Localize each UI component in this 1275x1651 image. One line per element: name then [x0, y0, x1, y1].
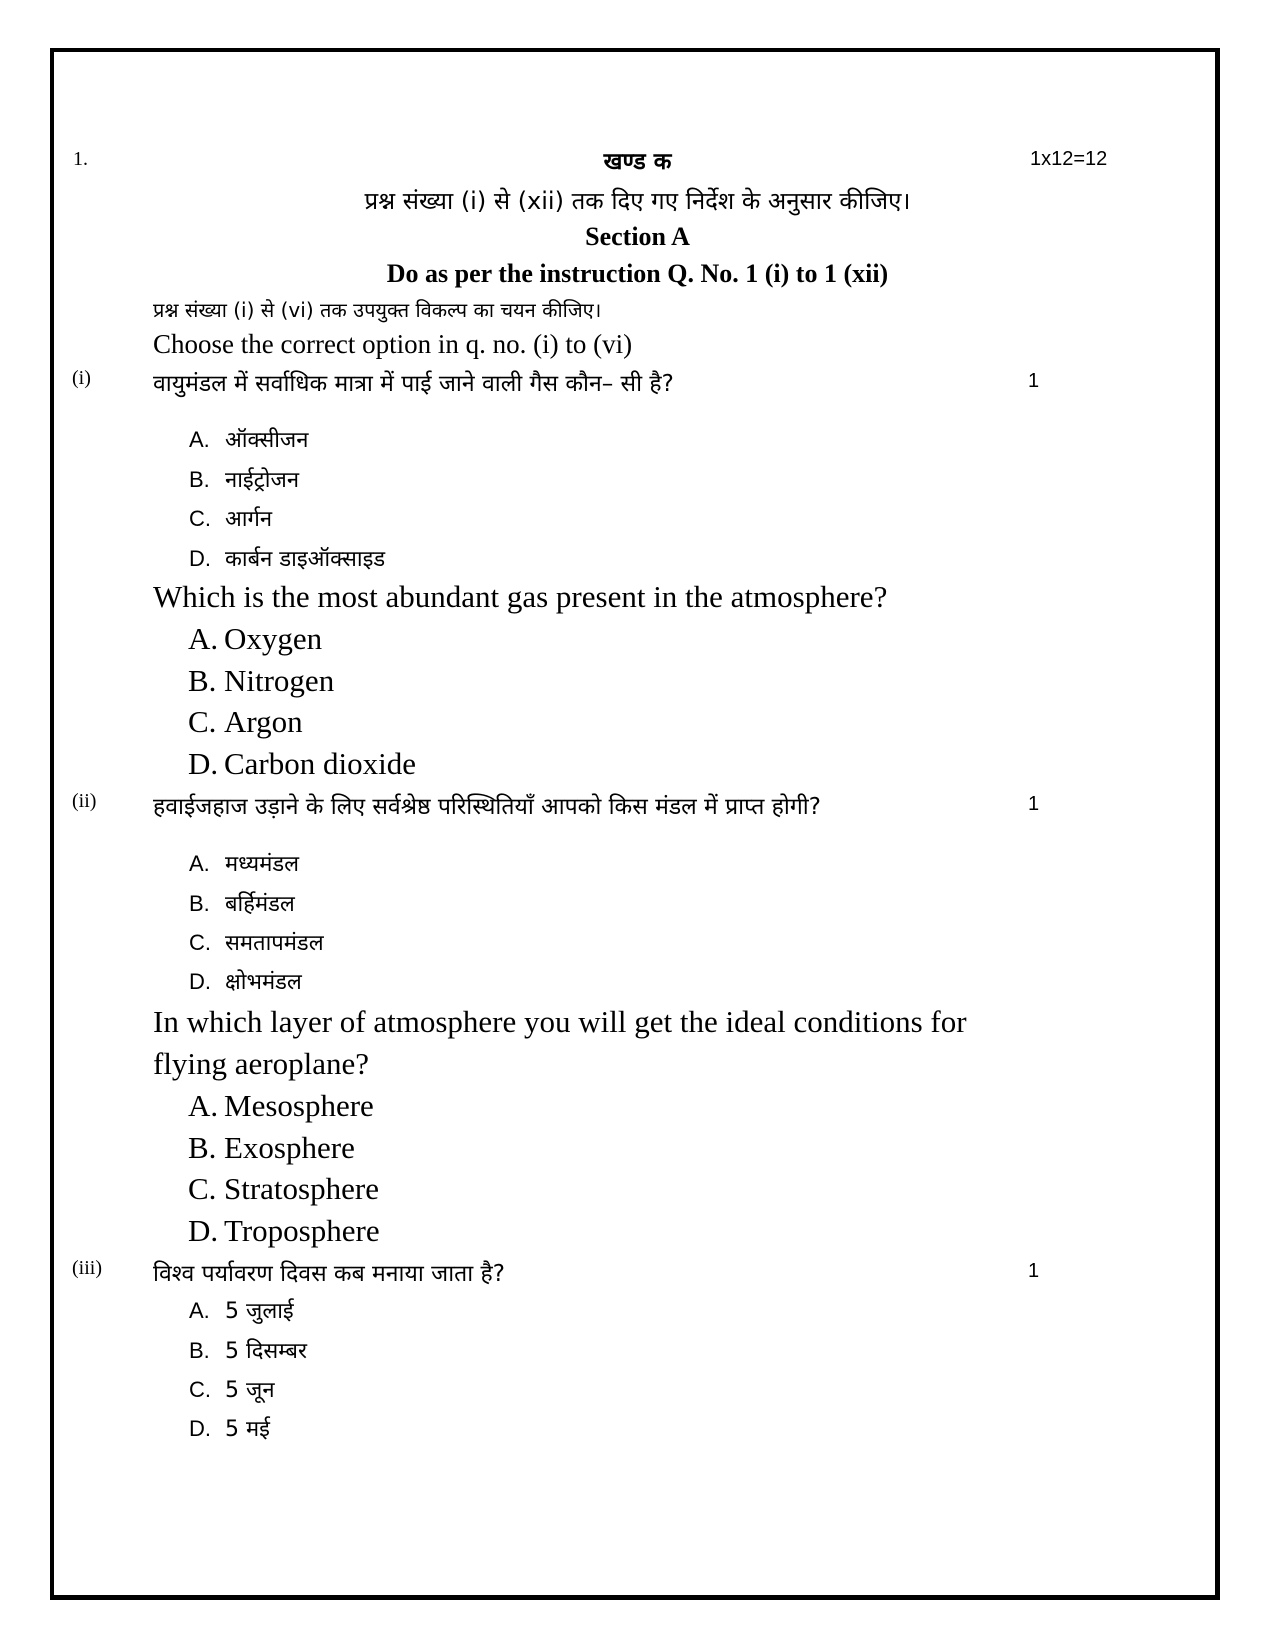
option-english-c[interactable]: [188, 1171, 379, 1207]
option-english-b[interactable]: [188, 663, 334, 699]
option-text: Mesosphere: [224, 1088, 374, 1123]
question-marks: 1: [1028, 370, 1040, 392]
option-letter: A.: [189, 1298, 210, 1323]
question-text-hindi: हवाईजहाज उड़ाने के लिए सर्वश्रेष्ठ परिस्थितियाँ आपको किस मंडल में प्राप्त होगी?: [153, 794, 821, 820]
question-text-hindi: वायुमंडल में सर्वाधिक मात्रा में पाई जाने वाली गैस कौन– सी है?: [153, 371, 674, 397]
option-text: Oxygen: [224, 621, 323, 656]
option-letter: D.: [189, 969, 211, 994]
option-letter: D.: [189, 546, 211, 571]
option-hindi-d[interactable]: [189, 543, 385, 573]
option-letter: C.: [189, 930, 211, 955]
option-hindi-c[interactable]: [189, 503, 272, 533]
question-number: (iii): [72, 1257, 102, 1279]
option-letter: D.: [189, 1416, 211, 1441]
instruction-hindi: प्रश्न संख्या (i) से (xii) तक दिए गए निर्देश के अनुसार कीजिए।: [364, 187, 911, 215]
option-english-d[interactable]: [188, 746, 416, 782]
option-hindi-a[interactable]: [189, 424, 308, 454]
option-letter: B.: [189, 1338, 210, 1363]
option-english-a[interactable]: [188, 621, 322, 657]
option-letter: D.: [188, 746, 219, 781]
option-text: 5 मई: [225, 1417, 270, 1442]
option-hindi-d[interactable]: [189, 1413, 270, 1443]
option-english-d[interactable]: [188, 1213, 380, 1249]
option-text: 5 दिसम्बर: [225, 1339, 307, 1364]
option-letter: C.: [189, 1377, 211, 1402]
option-text: आर्गन: [225, 507, 273, 532]
question-number: (ii): [72, 790, 97, 812]
option-text: Nitrogen: [224, 663, 335, 698]
option-hindi-a[interactable]: [189, 848, 299, 878]
instruction-english: Do as per the instruction Q. No. 1 (i) to 1 (xii): [386, 259, 889, 288]
option-hindi-c[interactable]: [189, 1374, 275, 1404]
option-english-c[interactable]: [188, 704, 303, 740]
section-title-hindi: खण्ड क: [603, 149, 672, 175]
option-text: Argon: [224, 704, 303, 739]
option-hindi-b[interactable]: [189, 464, 299, 494]
option-hindi-b[interactable]: [189, 888, 295, 918]
section-title-english: Section A: [585, 222, 690, 251]
option-text: Stratosphere: [224, 1171, 379, 1206]
option-text: ऑक्सीजन: [225, 428, 309, 453]
option-letter: B.: [189, 891, 210, 916]
option-text: मध्यमंडल: [225, 852, 300, 877]
option-letter: D.: [188, 1213, 219, 1248]
option-letter: B.: [189, 467, 210, 492]
option-letter: B.: [188, 663, 217, 698]
option-text: क्षोभमंडल: [225, 970, 302, 995]
option-letter: A.: [188, 621, 219, 656]
question-number: (i): [72, 367, 91, 389]
question-marks: 1: [1028, 793, 1040, 815]
option-text: नाईट्रोजन: [225, 468, 300, 493]
option-text: Troposphere: [224, 1213, 380, 1248]
option-text: समतापमंडल: [225, 931, 324, 956]
option-letter: A.: [189, 427, 210, 452]
option-english-a[interactable]: [188, 1088, 374, 1124]
option-hindi-a[interactable]: [189, 1295, 294, 1325]
option-text: Carbon dioxide: [224, 746, 416, 781]
option-text: 5 जून: [225, 1378, 275, 1403]
option-hindi-c[interactable]: [189, 927, 324, 957]
option-letter: C.: [188, 704, 217, 739]
option-letter: A.: [189, 851, 210, 876]
option-text: Exosphere: [224, 1130, 355, 1165]
option-hindi-b[interactable]: [189, 1335, 307, 1365]
marks-total: 1x12=12: [1030, 148, 1108, 170]
option-letter: C.: [189, 506, 211, 531]
option-letter: A.: [188, 1088, 219, 1123]
question-marks: 1: [1028, 1260, 1040, 1282]
question-number-main: 1.: [73, 148, 88, 170]
question-text-english: Which is the most abundant gas present in the atmosphere?: [153, 579, 888, 614]
question-text-english-line1: In which layer of atmosphere you will get the ideal conditions for: [153, 1004, 967, 1039]
option-text: बर्हिमंडल: [225, 892, 295, 917]
option-text: 5 जुलाई: [225, 1299, 294, 1324]
option-english-b[interactable]: [188, 1130, 355, 1166]
sub-instruction-hindi: प्रश्न संख्या (i) से (vi) तक उपयुक्त विकल्प का चयन कीजिए।: [153, 298, 602, 322]
question-text-hindi: विश्व पर्यावरण दिवस कब मनाया जाता है?: [153, 1261, 505, 1287]
sub-instruction-english: Choose the correct option in q. no. (i) to (vi): [153, 329, 633, 359]
option-letter: B.: [188, 1130, 217, 1165]
option-hindi-d[interactable]: [189, 966, 302, 996]
option-text: कार्बन डाइऑक्साइड: [225, 547, 386, 572]
question-text-english-line2: flying aeroplane?: [153, 1046, 370, 1081]
option-letter: C.: [188, 1171, 217, 1206]
